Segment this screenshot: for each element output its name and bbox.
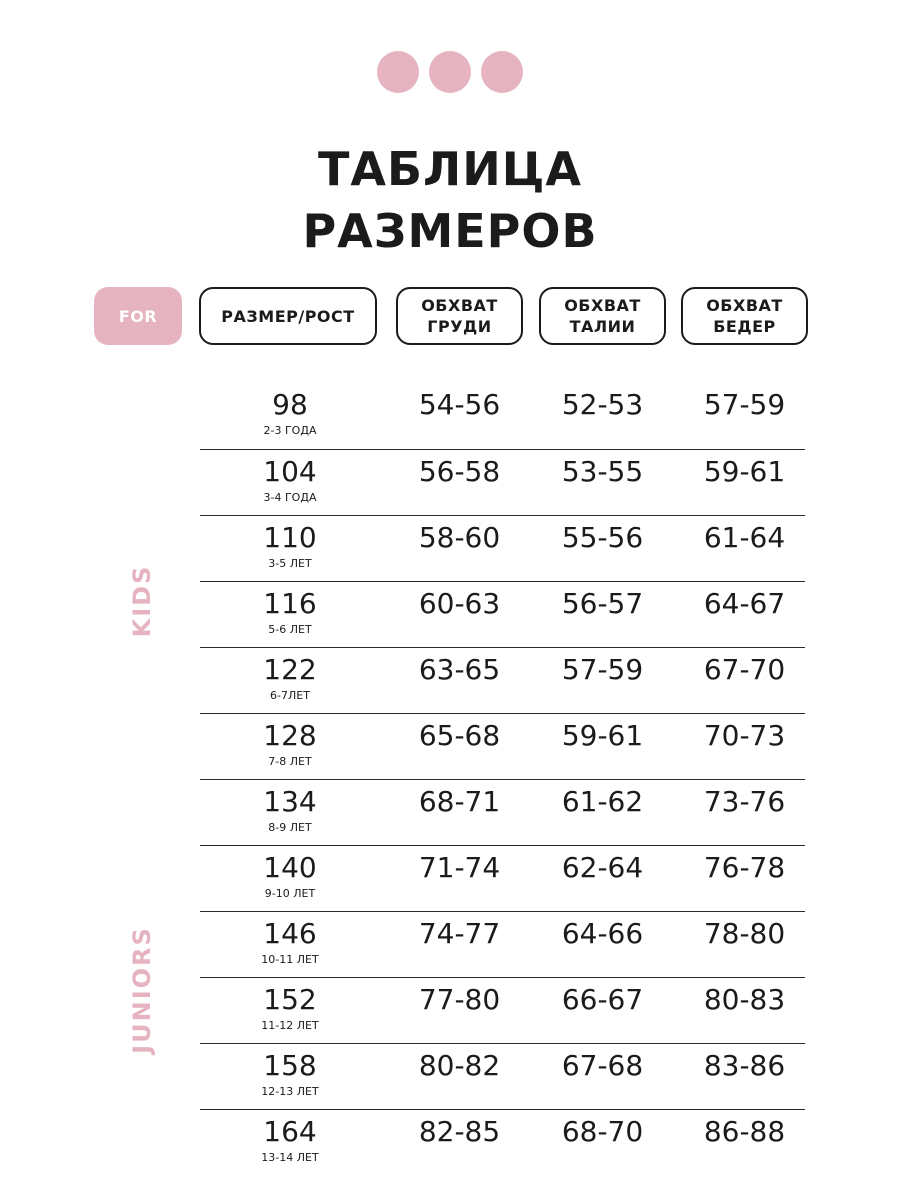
size-value: 98: [272, 388, 308, 421]
hips-value: 57-59: [703, 388, 786, 421]
chest-header-line2: ГРУДИ: [427, 317, 492, 336]
juniors-side-label: JUNIORS: [128, 926, 156, 1054]
hips-value: 86-88: [703, 1115, 786, 1148]
table-row: [200, 581, 805, 647]
table-row: [200, 1109, 805, 1175]
hips-value: 61-64: [703, 521, 786, 554]
waist-header: [539, 287, 666, 345]
age-value: 13-14 ЛЕТ: [261, 1151, 319, 1164]
chest-value: 65-68: [418, 719, 501, 752]
decorative-dots: [377, 51, 523, 93]
title-line-2: РАЗМЕРОВ: [302, 204, 598, 258]
table-row: [200, 449, 805, 515]
hips-value: 67-70: [703, 653, 786, 686]
chest-value: 54-56: [418, 388, 501, 421]
waist-value: 59-61: [561, 719, 644, 752]
age-value: 10-11 ЛЕТ: [261, 953, 319, 966]
chest-header-line1: ОБХВАТ: [421, 296, 498, 315]
table-row: [200, 977, 805, 1043]
pink-dot-3: [481, 51, 523, 93]
waist-value: 67-68: [561, 1049, 644, 1082]
age-value: 9-10 ЛЕТ: [264, 887, 316, 900]
waist-value: 66-67: [561, 983, 644, 1016]
waist-value: 55-56: [561, 521, 644, 554]
chest-value: 80-82: [418, 1049, 501, 1082]
hips-value: 64-67: [703, 587, 786, 620]
size-value: 116: [263, 587, 317, 620]
hips-header-line1: ОБХВАТ: [706, 296, 783, 315]
size-height-label: РАЗМЕР/РОСТ: [221, 306, 355, 326]
waist-value: 52-53: [561, 388, 644, 421]
chest-value: 82-85: [418, 1115, 501, 1148]
age-value: 3-5 ЛЕТ: [268, 557, 312, 570]
waist-header-line1: ОБХВАТ: [564, 296, 641, 315]
table-row: [200, 383, 805, 449]
table-row: [200, 1043, 805, 1109]
title-line-1: ТАБЛИЦА: [317, 142, 583, 196]
table-row: [200, 911, 805, 977]
size-value: 152: [263, 983, 317, 1016]
size-value: 110: [263, 521, 317, 554]
waist-value: 62-64: [561, 851, 644, 884]
waist-value: 64-66: [561, 917, 644, 950]
size-value: 146: [263, 917, 317, 950]
table-row: [200, 647, 805, 713]
chest-value: 77-80: [418, 983, 501, 1016]
size-value: 128: [263, 719, 317, 752]
chest-value: 74-77: [418, 917, 501, 950]
table-row: [200, 779, 805, 845]
hips-value: 76-78: [703, 851, 786, 884]
kids-side-label: KIDS: [128, 564, 156, 638]
age-value: 8-9 ЛЕТ: [268, 821, 312, 834]
hips-header-line2: БЕДЕР: [713, 317, 776, 336]
age-value: 3-4 ГОДА: [263, 491, 317, 504]
chest-value: 71-74: [418, 851, 501, 884]
table-row: [200, 845, 805, 911]
for-label: FOR: [118, 306, 158, 326]
chest-value: 60-63: [418, 587, 501, 620]
chest-value: 56-58: [418, 455, 501, 488]
hips-value: 78-80: [703, 917, 786, 950]
for-badge: [94, 287, 182, 345]
chest-header: [396, 287, 523, 345]
pink-dot-1: [377, 51, 419, 93]
age-value: 6-7ЛЕТ: [270, 689, 310, 702]
age-value: 5-6 ЛЕТ: [268, 623, 312, 636]
waist-value: 61-62: [561, 785, 644, 818]
chest-value: 68-71: [418, 785, 501, 818]
age-value: 11-12 ЛЕТ: [261, 1019, 319, 1032]
size-height-header: [199, 287, 377, 345]
hips-value: 83-86: [703, 1049, 786, 1082]
size-table: [200, 383, 805, 1175]
hips-value: 59-61: [703, 455, 786, 488]
page-title: [0, 138, 900, 262]
table-row: [200, 713, 805, 779]
waist-value: 57-59: [561, 653, 644, 686]
waist-value: 56-57: [561, 587, 644, 620]
age-value: 12-13 ЛЕТ: [261, 1085, 319, 1098]
size-value: 140: [263, 851, 317, 884]
chest-value: 63-65: [418, 653, 501, 686]
hips-value: 70-73: [703, 719, 786, 752]
hips-value: 80-83: [703, 983, 786, 1016]
age-value: 2-3 ГОДА: [263, 424, 317, 437]
hips-value: 73-76: [703, 785, 786, 818]
size-value: 122: [263, 653, 317, 686]
size-value: 164: [263, 1115, 317, 1148]
waist-header-line2: ТАЛИИ: [569, 317, 636, 336]
chest-value: 58-60: [418, 521, 501, 554]
age-value: 7-8 ЛЕТ: [268, 755, 312, 768]
hips-header: [681, 287, 808, 345]
table-row: [200, 515, 805, 581]
size-value: 134: [263, 785, 317, 818]
size-value: 158: [263, 1049, 317, 1082]
pink-dot-2: [429, 51, 471, 93]
size-value: 104: [263, 455, 317, 488]
waist-value: 68-70: [561, 1115, 644, 1148]
waist-value: 53-55: [561, 455, 644, 488]
